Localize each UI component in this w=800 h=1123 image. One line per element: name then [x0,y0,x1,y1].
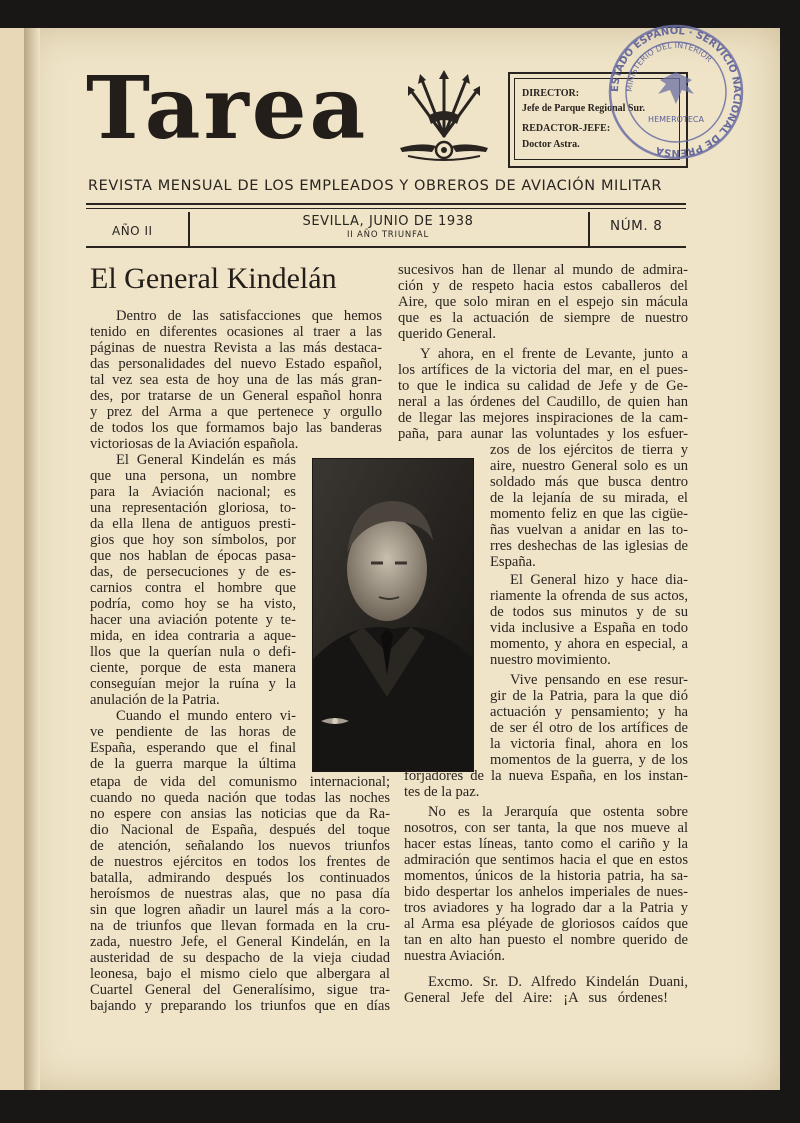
article-text-line: páginas de nuestra Revista a las más destaca- [90,340,382,356]
article-text-line: hacer una aviación potente y te- [90,612,296,628]
article-text-line: una representación gloriosa, to- [90,500,296,516]
article-text-line: bajando y preparando los triunfos que en días [90,998,390,1014]
stamp-center-text: HEMEROTECA [648,115,704,124]
article-text-line: ción y de respeto hacia estos caballeros del [398,278,688,294]
article-text-line: tenido en diferentes ocasiones al traer a las [90,324,382,340]
yoke-and-arrows-wings-emblem [398,66,490,170]
redactor-label: REDACTOR-JEFE: [522,123,611,134]
article-text-line: y prez del Arma a que pertenece y orgullo [90,404,382,420]
article-text-line: batalla, admirando después los continuados [90,870,390,886]
article-text-line: momentos de la guerra, y de los [490,752,688,768]
article-text-line: gir de la Patria, para la que dió [490,688,688,704]
article-text-line: El General hizo y hace dia- [510,572,688,588]
article-text-line: No es la Jerarquía que ostenta sobre [428,804,688,820]
article-text-line: llos que la querían nula o defi- [90,644,296,660]
article-text-line: de atención, señalando los nuevos triunfos [90,838,390,854]
article-text-line: la victoria final, ahora en los [490,736,688,752]
article-text-line: tal vez sea esta de hoy una de las más gran- [90,372,382,388]
article-text-line: riamente la ofrenda de sus actos, [490,588,688,604]
article-text-line: das personalidades del nuevo Estado español, [90,356,382,372]
article-text-line: sin que logren añadir un laurel más a la coro- [90,902,390,918]
article-text-line: Aire, que solo miran en el espejo sin mácula [398,294,688,310]
article-text-line: momento feliz en que las cigüe- [490,506,688,522]
article-text-line: para la Aviación nacional; es [90,484,296,500]
article-text-line: das, de persecuciones y de es- [90,564,296,580]
article-text-line: de nuestros ejércitos en todos los frentes de [90,854,390,870]
article-text-line: forjadores de la nueva España, en los instan- [404,768,688,784]
article-text-line: nuestra Aviación. [404,948,506,964]
article-text-line: de la guerra marque la última [90,756,296,772]
masthead-title: Tarea [86,58,369,159]
article-text-line: paña, para aunar las voluntades y los esfuer- [398,426,688,442]
article-text-line: neral a las órdenes del Caudillo, de quien han [398,394,688,410]
article-text-line: des, por tratarse de un General español honra [90,388,382,404]
article-closing-salute: General Jefe del Aire: ¡A sus órdenes! [404,990,668,1006]
article-text-line: ñas vuelvan a anidar en las to- [490,522,688,538]
masthead-subtitle: REVISTA MENSUAL DE LOS EMPLEADOS Y OBREROS DE AVIACIÓN MILITAR [88,178,663,194]
page-gutter [24,28,40,1090]
article-text-line: tros aviadores y ha logrado dar a la Patria y [404,900,688,916]
article-text-line: austeridad de su despacho de la vieja ciudad [90,950,390,966]
article-text-line: bido despertar los anhelos imperiales de nues- [404,884,688,900]
article-text-line: de todos sus minutos y de su [490,604,688,620]
article-text-line: tes de la paz. [404,784,480,800]
article-text-line: da ella llena de antiguos presti- [90,516,296,532]
article-text-line: heroísmos de nuestras alas, que no pasa día [90,886,390,902]
article-text-line: al Arma esa pléyade de gloriosos caídos que [404,916,688,932]
article-text-line: vida inclusive a España en todo [490,620,688,636]
director-label: DIRECTOR: [522,88,580,99]
article-text-line: que una persona, un nombre [90,468,296,484]
article-text-line: leonesa, bajo el mismo cielo que albergara al [90,966,390,982]
article-text-line: conseguían mejor la ruína y la [90,676,296,692]
article-text-line: na de triunfos que llevan formada en la cru- [90,918,390,934]
article-text-line: ve pendiente de las horas de [90,724,296,740]
article-text-line: momento, y ahora en especial, a [490,636,688,652]
article-text-line: actuación y pensamiento; y ha [490,704,688,720]
article-text-line: dio Nacional de España, después del toque [90,822,390,838]
article-text-line: momentos, únicos de la historia patria, ha sa- [404,868,688,884]
article-text-line: de la lejanía de su mirada, el [490,490,688,506]
article-text-line: hacer estas líneas, tanto como el cariño y la [404,836,688,852]
article-text-line: Cuartel General del Generalísimo, sigue tra- [90,982,390,998]
article-text-line: zada, nuestro Jefe, el General Kindelán, en la [90,934,390,950]
article-text-line: de llegar las mejores inspiraciones de la cam- [398,410,688,426]
article-text-line: Y ahora, en el frente de Levante, junto a [420,346,688,362]
general-portrait-photo [312,458,474,772]
article-text-line: de todos los que formamos bajo las banderas [90,420,382,436]
issue-date: SEVILLA, JUNIO DE 1938 [302,214,474,229]
article-text-line: soldado más que busca dentro [490,474,688,490]
article-text-line: querido General. [398,326,497,342]
issue-era: II AÑO TRIUNFAL [346,230,430,240]
article-text-line: nosotros, con ser tanta, la que nos mueve al [404,820,688,836]
article-text-line: admiración que sentimos hacia el que en estos [404,852,688,868]
article-text-line: sucesivos han de llenar al mundo de admira- [398,262,688,278]
article-text-line: tan en alto han puesto el nombre querido de [404,932,688,948]
article-text-line: El General Kindelán es más [116,452,296,468]
article-text-line: zos de los ejércitos de tierra y [490,442,688,458]
redactor-name: Doctor Astra. [522,139,580,150]
article-text-line: España. [490,554,536,570]
library-stamp [606,22,746,162]
article-text-line: etapa de vida del comunismo internacional; [90,774,390,790]
issue-bar-top-rule [86,203,686,205]
issue-number: NÚM. 8 [610,218,663,234]
issue-bar-top-rule-thin [86,208,686,209]
article-text-line: Excmo. Sr. D. Alfredo Kindelán Duani, [428,974,688,990]
article-text-line: mida, en idea contraria a aque- [90,628,296,644]
article-text-line: podría, como hoy se ha visto, [90,596,296,612]
article-text-line: victoriosas de la Aviación española. [90,436,299,452]
article-text-line: que es la actuación de siempre de nuestro [398,310,688,326]
issue-year: AÑO II [112,224,153,238]
stamp-inner-text: MINISTERIO DEL INTERIOR [624,40,714,93]
article-text-line: Dentro de las satisfacciones que hemos [116,308,382,324]
article-text-line: los artífices de la victoria del mar, en el pues- [398,362,688,378]
article-text-line: España, esperando que el final [90,740,296,756]
article-text-line: gios que hoy son símbolos, por [90,532,296,548]
article-text-line: ciente, porque de esta manera [90,660,296,676]
article-text-line: aire, nuestro General solo es un [490,458,688,474]
article-text-line: Cuando el mundo entero vi- [116,708,296,724]
stamp-outer-text: ESTADO ESPAÑOL · SERVICIO NACIONAL DE PRENSA [609,25,743,159]
issue-bar-bottom-rule [86,246,686,248]
article-text-line: no espere con ansias las noticias que da Ra- [90,806,390,822]
article-text-line: cuando no queda nación que todas las noches [90,790,390,806]
article-title: El General Kindelán [90,262,337,295]
article-text-line: rres deshechas de las iglesias de [490,538,688,554]
article-text-line: Vive pensando en ese resur- [510,672,688,688]
issue-bar-divider [588,212,590,248]
article-text-line: to que le indica su calidad de Jefe y de Ge- [398,378,688,394]
article-text-line: de ser él otro de los artífices de [490,720,688,736]
article-text-line: nuestro movimiento. [490,652,611,668]
article-text-line: anulación de la Patria. [90,692,220,708]
article-text-line: carnios contra el hombre que [90,580,296,596]
director-name: Jefe de Parque Regional Sur. [522,103,646,114]
article-text-line: que nos hablan de épocas pasa- [90,548,296,564]
